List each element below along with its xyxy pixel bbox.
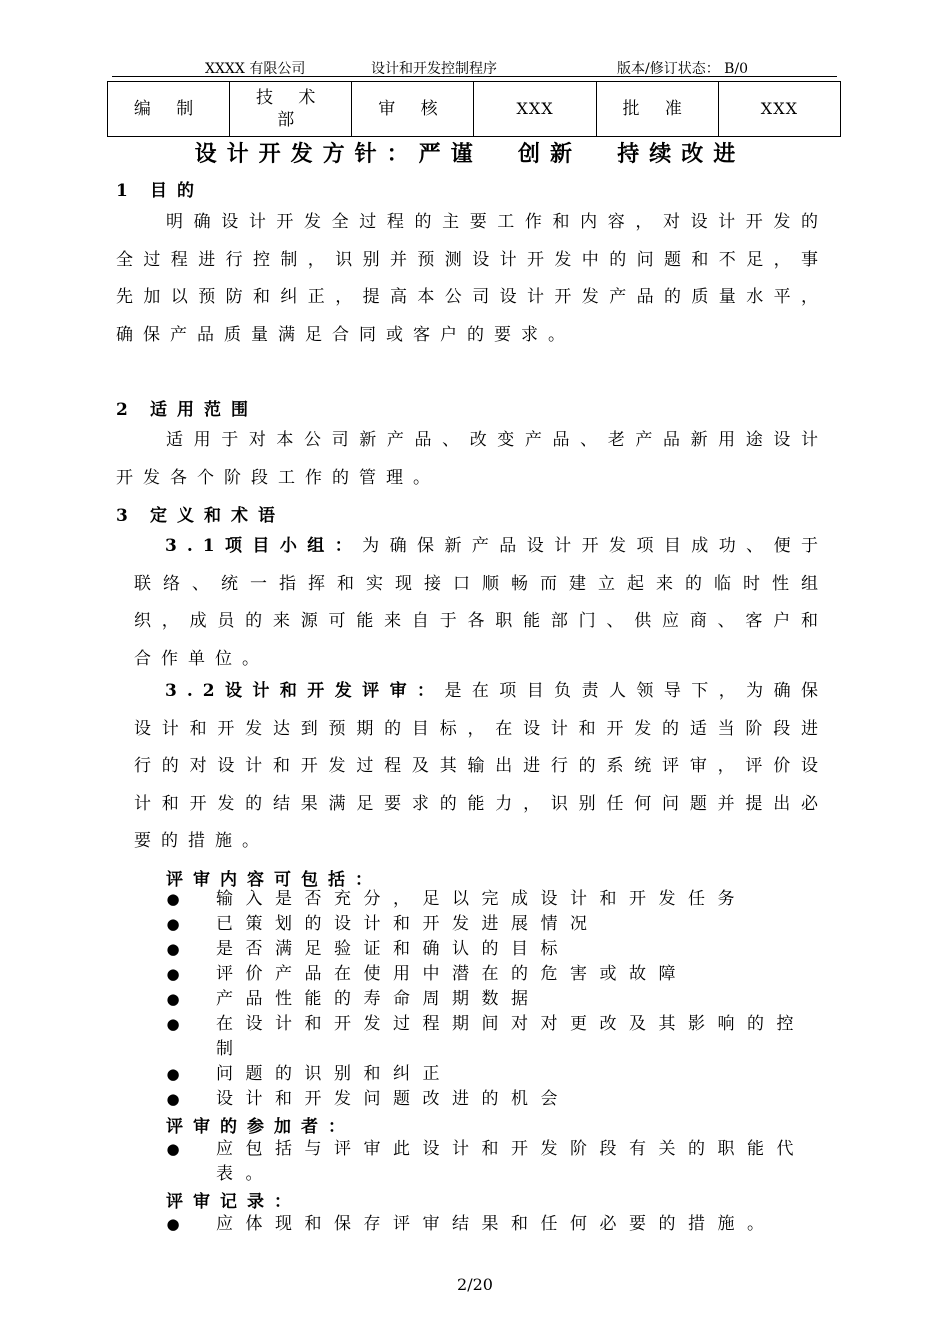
section-number: 1 — [116, 181, 128, 201]
term-definition: 是在项目负责人领导下，为确保设计和开发达到预期的目标，在设计和开发的适当阶段进行的对设计和开发过程及其输出进行的系统评审，评价设计和开发的结果满足要求的能力，识别任何问题并提出必要的措施。 — [134, 681, 829, 851]
list-item-text: 是否满足验证和确认的目标 — [216, 939, 570, 959]
header-rule — [112, 76, 837, 77]
section-number: 2 — [116, 400, 128, 420]
purpose-paragraph: 明确设计开发全过程的主要工作和内容，对设计开发的全过程进行控制，识别并预测设计开发中的问题和不足，事先加以预防和纠正，提高本公司设计开发产品的质量水平，确保产品质量满足合同或客户的要求。 — [116, 212, 828, 345]
section-title: 定义和术语 — [150, 506, 285, 526]
bullet-icon: ● — [166, 1140, 180, 1158]
section-number: 3 — [116, 506, 128, 526]
bullet-icon: ● — [166, 990, 180, 1008]
review-content-item — [166, 1087, 830, 1112]
section-title: 目的 — [150, 181, 204, 201]
bullet-icon: ● — [166, 940, 180, 958]
list-item-text: 应包括与评审此设计和开发阶段有关的职能代表。 — [216, 1139, 806, 1184]
term-label: 3.1项目小组： — [165, 536, 363, 556]
cell-reviewer-name: XXX — [474, 82, 596, 137]
definition-design-review — [134, 673, 828, 861]
list-item-text: 已策划的设计和开发进展情况 — [216, 914, 600, 934]
design-policy: 设计开发方针：严谨 创新 持续改进 — [194, 141, 746, 167]
section-2-heading — [116, 395, 258, 420]
page-number: 2/20 — [457, 1275, 493, 1294]
bullet-icon: ● — [166, 965, 180, 983]
page-header — [0, 58, 950, 78]
review-content-item — [166, 912, 830, 937]
cell-approver-name: XXX — [718, 82, 840, 137]
section-1-heading — [116, 176, 204, 201]
review-content-item — [166, 1012, 830, 1062]
cell-reviewed-label: 审 核 — [352, 82, 474, 137]
records-heading: 评审记录： — [166, 1192, 301, 1212]
list-item-text: 问题的识别和纠正 — [216, 1064, 452, 1084]
list-item-text: 评价产品在使用中潜在的危害或故障 — [216, 964, 688, 984]
approval-table — [107, 81, 841, 137]
list-item-text: 产品性能的寿命周期数据 — [216, 989, 541, 1009]
list-item-text: 应体现和保存评审结果和任何必要的措施。 — [216, 1214, 777, 1234]
bullet-icon: ● — [166, 915, 180, 933]
list-item-text: 在设计和开发过程期间对对更改及其影响的控制 — [216, 1014, 806, 1059]
term-definition: 为确保新产品设计开发项目成功、便于联络、统一指挥和实现接口顺畅而建立起来的临时性组织，成员的来源可能来自于各职能部门、供应商、客户和合作单位。 — [134, 536, 829, 669]
header-version: 版本/修订状态： B/0 — [617, 61, 749, 77]
section-3-heading — [116, 501, 285, 526]
section-title: 适用范围 — [150, 400, 258, 420]
participants-item — [166, 1137, 830, 1187]
cell-prepared-label: 编 制 — [108, 82, 230, 137]
review-content-item — [166, 887, 830, 912]
term-label: 3.2设计和开发评审： — [165, 681, 445, 701]
bullet-icon: ● — [166, 1090, 180, 1108]
list-item-text: 输入是否充分，足以完成设计和开发任务 — [216, 889, 747, 909]
review-content-item — [166, 1062, 830, 1087]
header-company: XXXX 有限公司 — [205, 61, 306, 77]
participants-heading: 评审的参加者： — [166, 1117, 355, 1137]
approval-row — [108, 82, 841, 137]
review-content-heading: 评审内容可包括： — [166, 870, 382, 890]
bullet-icon: ● — [166, 890, 180, 908]
header-document-title: 设计和开发控制程序 — [371, 61, 497, 77]
scope-paragraph: 适用于对本公司新产品、改变产品、老产品新用途设计开发各个阶段工作的管理。 — [116, 430, 828, 488]
review-content-item — [166, 937, 830, 962]
cell-approved-label: 批 准 — [596, 82, 718, 137]
bullet-icon: ● — [166, 1065, 180, 1083]
list-item-text: 设计和开发问题改进的机会 — [216, 1089, 570, 1109]
review-content-item — [166, 987, 830, 1012]
cell-tech-dept-label: 技 术 部 — [230, 82, 352, 137]
review-content-item — [166, 962, 830, 987]
bullet-icon: ● — [166, 1015, 180, 1033]
definition-project-team — [134, 528, 828, 678]
bullet-icon: ● — [166, 1215, 180, 1233]
records-item — [166, 1212, 830, 1237]
